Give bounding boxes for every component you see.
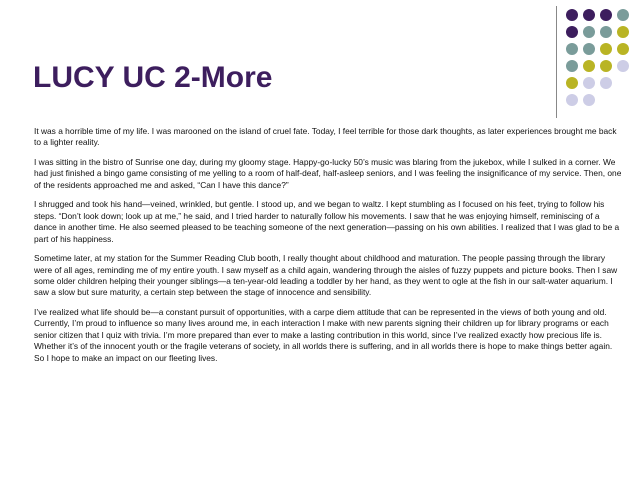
title-divider-line	[556, 6, 557, 118]
decorative-dot	[583, 9, 595, 21]
decorative-dot	[566, 94, 578, 106]
paragraph-2: I was sitting in the bistro of Sunrise one day, during my gloomy stage. Happy-go-lucky 50’s music was blaring from the jukebox, while I sulked in a corner. We had just finished a bingo game consisting of me yelling to a room of half-deaf, half-asleep seniors, and I was feeling the insignificance of my service. Then, one of the residents approached me and asked, “Can I have this dance?”	[34, 157, 622, 190]
decorative-dot	[617, 43, 629, 55]
decorative-dot	[583, 77, 595, 89]
decorative-dot	[617, 9, 629, 21]
slide-body	[34, 126, 624, 372]
slide-title: LUCY UC 2-More	[33, 61, 273, 94]
decorative-dot	[617, 26, 629, 38]
paragraph-1: It was a horrible time of my life. I was marooned on the island of cruel fate. Today, I feel terrible for those dark thoughts, as later experiences brought me back to a lighter reality.	[34, 126, 617, 148]
paragraph-5: I’ve realized what life should be—a constant pursuit of opportunities, with a carpe diem attitude that can be represented in the views of both young and old. Currently, I’m proud to influence so many lives around me, in each interaction I make with new parents signing their children up for library programs or each senior citizen that I quiz with trivia. I’m more prepared than ever to make a lasting contribution in this world, since I’ve realized exactly how precious life is. Whether it’s of the innocent youth or the fragile veterans of society, in all worlds there is suffering, and in all worlds there is hope to make things better again. So I hope to make an impact on our fleeting lives.	[34, 307, 613, 363]
decorative-dot	[600, 9, 612, 21]
decorative-dot	[583, 60, 595, 72]
decorative-dot	[600, 60, 612, 72]
decorative-dot	[566, 43, 578, 55]
decorative-dot	[583, 26, 595, 38]
decorative-dot	[600, 77, 612, 89]
decorative-dot	[566, 26, 578, 38]
decorative-dot	[600, 43, 612, 55]
decorative-dot	[583, 43, 595, 55]
decorative-dot	[566, 77, 578, 89]
decorative-dot	[617, 60, 629, 72]
decorative-dot	[583, 94, 595, 106]
decorative-dot	[566, 9, 578, 21]
decorative-dot	[566, 60, 578, 72]
paragraph-3: I shrugged and took his hand—veined, wrinkled, but gentle. I stood up, and we began to waltz. I kept stumbling as I focused on his feet, trying to follow his steps. “Don’t look down; look up at me,” he said, and I tried harder to naturally follow his movements. I saw that he was enjoying himself, reminiscing of a dance in another time. He also seemed pleased to be teaching someone of the next generation—passing on his own abilities. I realized that I was glad to be a part of his happiness.	[34, 199, 620, 244]
decorative-dot	[600, 26, 612, 38]
paragraph-4: Sometime later, at my station for the Summer Reading Club booth, I really thought about childhood and maturation. The people passing through the library were of all ages, reminding me of my entire youth. I saw myself as a child again, wandering through the aisles of fuzzy puppets and picture books. Then I saw some older children helping their younger siblings—a ten-year-old leading a toddler by her hand, as they went to ogle at the fish in our salt-water aquarium. I saw a slow but sure maturity, a certain step between the stage of innocence and sensibility.	[34, 253, 618, 298]
